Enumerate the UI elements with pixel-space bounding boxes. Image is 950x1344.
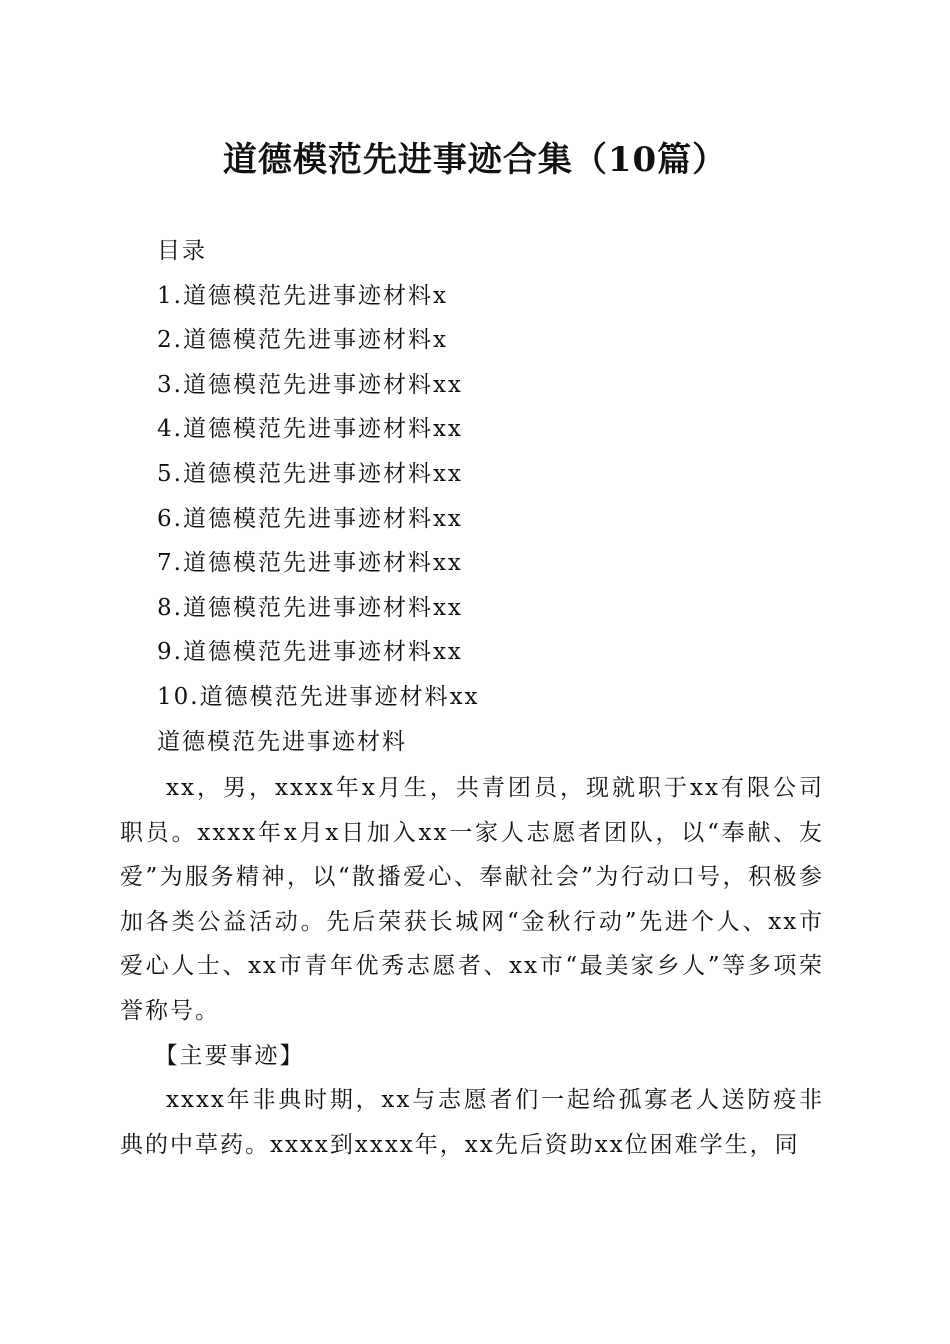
toc-item: 7.道德模范先进事迹材料xx [157, 550, 463, 577]
document-title: 道德模范先进事迹合集（10篇） [222, 140, 728, 180]
toc-item: 3.道德模范先进事迹材料xx [157, 371, 463, 398]
paragraph-intro: xx，男，xxxx年x月生，共青团员，现就职于xx有限公司职员。xxxx年x月x日加入xx一家人志愿者团队，以“奉献、友爱”为服务精神，以“散播爱心、奉献社会”为行动口号，积极参加各类公益活动。先后荣获长城网“金秋行动”先进个人、xx市爱心人士、xx市青年优秀志愿者、xx市“最美家乡人”等多项荣誉称号。 [120, 775, 824, 1024]
toc-item: 8.道德模范先进事迹材料xx [157, 594, 463, 621]
toc-heading: 目录 [157, 238, 207, 264]
toc-item: 4.道德模范先进事迹材料xx [157, 416, 463, 443]
table-of-contents [157, 229, 837, 764]
toc-item: 6.道德模范先进事迹材料xx [157, 505, 463, 532]
toc-item: 2.道德模范先进事迹材料x [157, 327, 448, 354]
paragraph-deeds: xxxx年非典时期，xx与志愿者们一起给孤寡老人送防疫非典的中草药。xxxx到xxxx年，xx先后资助xx位困难学生，同 [120, 1087, 824, 1158]
main-deeds-heading: 【主要事迹】 [154, 1042, 305, 1069]
toc-item: 5.道德模范先进事迹材料xx [157, 460, 463, 487]
body-text [120, 766, 824, 1167]
toc-item: 9.道德模范先进事迹材料xx [157, 639, 463, 666]
section-title: 道德模范先进事迹材料 [157, 728, 407, 755]
toc-item: 10.道德模范先进事迹材料xx [157, 683, 480, 710]
toc-item: 1.道德模范先进事迹材料x [157, 282, 448, 309]
